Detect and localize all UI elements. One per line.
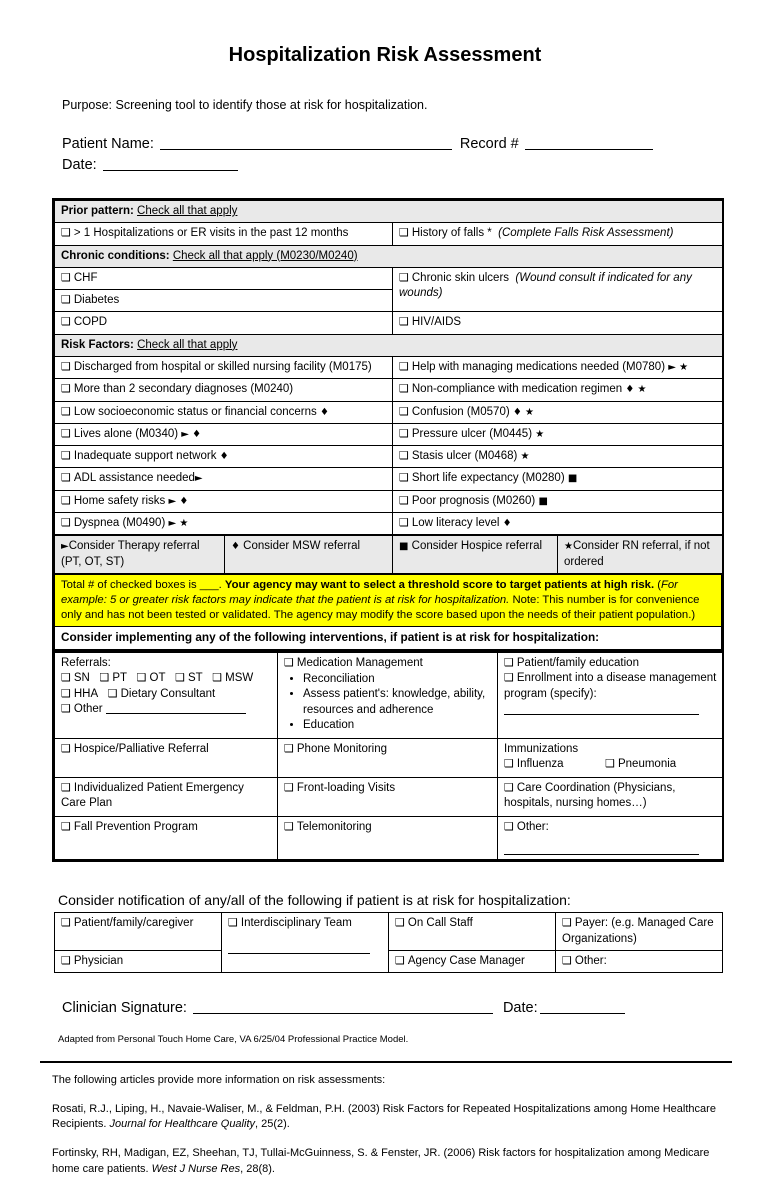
notify-payer[interactable] <box>556 913 723 951</box>
row-label: HIV/AIDS <box>411 316 462 329</box>
page-title: Hospitalization Risk Assessment <box>228 44 542 66</box>
row-label: Confusion (M0570) <box>411 405 510 418</box>
checkbox-icon[interactable]: ❑ <box>61 741 71 755</box>
interdisciplinary-team-input[interactable] <box>228 943 370 954</box>
notify-on-call-staff[interactable] <box>389 913 556 951</box>
checkbox-row-chronic-skin-ulcers[interactable] <box>393 267 723 312</box>
row-note: (Wound consult if indicated for any wounds) <box>399 271 692 300</box>
checkbox-icon[interactable]: ❑ <box>399 471 409 485</box>
legend-therapy-referral <box>55 536 225 574</box>
row-label: Interdisciplinary Team <box>240 917 352 930</box>
checkbox-icon[interactable]: ❑ <box>61 515 71 529</box>
row-label: Fall Prevention Program <box>73 820 198 833</box>
row-label: Phone Monitoring <box>296 742 388 755</box>
referral-msw: MSW <box>225 672 254 685</box>
notify-interdisciplinary-team[interactable] <box>222 913 389 973</box>
checkbox-icon[interactable]: ❑ <box>399 226 409 240</box>
table-row <box>55 490 723 512</box>
checkbox-icon[interactable]: ❑ <box>61 270 71 284</box>
star-icon: ★ <box>564 541 573 553</box>
referral-legend-row <box>55 536 723 574</box>
intervention-other-input[interactable] <box>504 844 699 855</box>
notify-agency-case-manager[interactable] <box>389 950 556 972</box>
medication-management-bullets <box>284 672 492 734</box>
checkbox-row-hospitalizations[interactable] <box>55 223 393 245</box>
checkbox-icon[interactable]: ❑ <box>504 819 514 833</box>
patient-family-education-row[interactable] <box>504 656 717 672</box>
checkbox-row-chf[interactable] <box>55 267 393 289</box>
table-row <box>55 652 723 738</box>
referral-dietary-consultant: Dietary Consultant <box>120 687 216 700</box>
row-label: Help with managing medications needed (M0780) <box>411 361 666 373</box>
notification-table <box>54 912 723 973</box>
adapted-from-note: Adapted from Personal Touch Home Care, VA 6/25/04 Professional Practice Model. <box>58 1034 409 1046</box>
checkbox-row-dyspnea[interactable] <box>55 512 393 534</box>
checkbox-icon[interactable]: ❑ <box>61 426 71 440</box>
interventions-header-row <box>55 626 722 649</box>
row-label: Discharged from hospital or skilled nursing facility (M0175) <box>73 361 372 373</box>
row-label: Chronic skin ulcers <box>411 271 510 284</box>
patient-name-input[interactable] <box>160 135 452 150</box>
referral-st: ST <box>187 672 203 685</box>
enrollment-specify-input[interactable] <box>504 704 699 715</box>
medication-management-cell[interactable] <box>278 652 498 738</box>
section-header-risk-factors <box>55 334 723 356</box>
reference-1 <box>52 1102 732 1133</box>
list-item: • Reconciliation <box>303 672 492 687</box>
checkbox-row-poor-prognosis[interactable] <box>393 490 723 512</box>
row-symbols: ♦ ★ <box>512 406 534 418</box>
triangle-icon: ► <box>61 541 69 553</box>
table-row <box>55 223 723 245</box>
referrals-label: Referrals: <box>61 656 111 669</box>
row-symbols: ■ <box>567 473 578 485</box>
table-row <box>55 738 723 777</box>
row-symbols: ♦ <box>319 406 329 418</box>
notify-patient-family-caregiver[interactable] <box>55 913 222 951</box>
notify-physician[interactable] <box>55 950 222 972</box>
row-label: Patient/family education <box>516 656 639 669</box>
table-row <box>55 950 723 972</box>
row-symbols: ► ♦ <box>168 495 189 507</box>
row-label: Enrollment into a disease management program (specify): <box>504 672 717 700</box>
row-symbols: ♦ ★ <box>625 384 647 396</box>
risk-factors-title: Risk Factors: <box>61 338 134 351</box>
checkbox-icon[interactable]: ❑ <box>212 671 223 685</box>
row-label: Care Coordination (Physicians, hospitals, nursing homes…) <box>504 781 676 810</box>
threshold-note-italic: For example: 5 or greater risk factors may indicate that the patient is at risk for hospitalization. <box>61 578 678 606</box>
reference-2-journal: West J Nurse Res <box>151 1162 241 1175</box>
row-label: Pressure ulcer (M0445) <box>411 427 533 440</box>
row-label: Low literacy level <box>411 516 500 529</box>
row-label: More than 2 secondary diagnoses (M0240) <box>73 383 294 396</box>
telemonitoring-cell[interactable] <box>278 816 498 860</box>
row-symbols: ■ <box>538 495 548 507</box>
checkbox-icon[interactable]: ❑ <box>504 655 514 669</box>
chronic-conditions-header-cell <box>55 245 723 267</box>
row-label: > 1 Hospitalizations or ER visits in the past 12 months <box>73 227 349 240</box>
table-row <box>55 816 723 860</box>
row-label: Hospice/Palliative Referral <box>73 742 209 755</box>
checkbox-icon[interactable]: ❑ <box>61 819 71 833</box>
checkbox-row-inadequate-support[interactable] <box>55 446 393 468</box>
table-row <box>55 379 723 401</box>
checkbox-row-home-safety-risks[interactable] <box>55 490 393 512</box>
checkbox-row-hiv-aids[interactable] <box>393 312 723 334</box>
notify-other[interactable] <box>556 950 723 972</box>
checkbox-icon[interactable]: ❑ <box>399 404 409 418</box>
row-label: Telemonitoring <box>296 820 372 833</box>
signature-date-label: Date: <box>502 1000 538 1017</box>
checkbox-icon[interactable]: ❑ <box>99 671 110 685</box>
checkbox-row-copd[interactable] <box>55 312 393 334</box>
checkbox-icon[interactable]: ❑ <box>562 916 572 930</box>
checkbox-icon[interactable]: ❑ <box>61 780 71 794</box>
row-note: (Complete Falls Risk Assessment) <box>498 227 674 240</box>
checkbox-icon[interactable]: ❑ <box>284 819 294 833</box>
immunization-options <box>504 757 717 773</box>
patient-name-label: Patient Name: <box>62 136 154 152</box>
legend-hospice-referral <box>393 536 558 574</box>
row-label: CHF <box>73 271 98 284</box>
care-coordination-cell[interactable] <box>498 777 723 816</box>
row-label: COPD <box>73 316 108 329</box>
checkbox-icon[interactable]: ❑ <box>504 671 514 685</box>
referral-other-label: Other <box>73 703 103 716</box>
row-symbols: ► <box>194 473 203 485</box>
checkbox-icon[interactable]: ❑ <box>284 655 294 669</box>
checkbox-icon[interactable]: ❑ <box>399 382 409 396</box>
table-row <box>55 401 723 423</box>
checkbox-row-short-life-expectancy[interactable] <box>393 468 723 490</box>
checkbox-icon[interactable]: ❑ <box>399 449 409 463</box>
prior-pattern-header-cell <box>55 201 723 223</box>
row-symbols: ★ <box>535 428 545 440</box>
row-label: Home safety risks <box>73 494 166 507</box>
checkbox-icon[interactable]: ❑ <box>61 916 71 930</box>
checkbox-icon[interactable]: ❑ <box>61 315 71 329</box>
checkbox-icon[interactable]: ❑ <box>395 953 405 967</box>
referral-other-input[interactable] <box>106 702 246 714</box>
chronic-conditions-title: Chronic conditions: <box>61 249 170 262</box>
row-symbols: ★ <box>520 451 530 463</box>
row-label: History of falls * <box>411 227 492 240</box>
prior-pattern-instruction: Check all that apply <box>137 205 238 218</box>
signature-row <box>62 999 770 1016</box>
chronic-conditions-instruction: Check all that apply (M0230/M0240) <box>172 249 358 262</box>
phone-monitoring-cell[interactable] <box>278 738 498 777</box>
checkbox-icon[interactable]: ❑ <box>61 226 71 240</box>
row-label: Front-loading Visits <box>296 781 396 794</box>
clinician-signature-input[interactable] <box>193 999 493 1014</box>
notification-header: Consider notification of any/all of the following if patient is at risk for hospitalization: <box>58 892 571 909</box>
checkbox-icon[interactable]: ❑ <box>399 360 409 373</box>
checkbox-icon[interactable]: ❑ <box>504 757 514 771</box>
checkbox-icon[interactable]: ❑ <box>136 671 147 685</box>
document-page <box>0 44 770 1175</box>
checkbox-row-history-of-falls[interactable] <box>393 223 723 245</box>
row-label: Stasis ulcer (M0468) <box>411 450 518 463</box>
row-label: Dyspnea (M0490) <box>73 516 166 529</box>
reference-1-volume: , 25(2). <box>255 1118 290 1131</box>
risk-assessment-table <box>54 200 723 535</box>
checkbox-icon[interactable]: ❑ <box>284 741 294 755</box>
referrals-cell[interactable] <box>55 652 278 738</box>
table-row <box>55 512 723 534</box>
date-row <box>62 155 770 176</box>
purpose-statement: Purpose: Screening tool to identify those at risk for hospitalization. <box>62 98 428 112</box>
checkbox-icon[interactable]: ❑ <box>504 780 514 794</box>
row-label: Physician <box>73 954 124 967</box>
row-label: Other: <box>516 820 549 833</box>
row-label: On Call Staff <box>407 917 473 930</box>
checkbox-icon[interactable]: ❑ <box>399 426 409 440</box>
row-label: Short life expectancy (M0280) <box>411 472 565 485</box>
checkbox-icon[interactable]: ❑ <box>61 493 71 507</box>
table-row <box>55 357 723 379</box>
checkbox-icon[interactable]: ❑ <box>399 315 409 329</box>
date-label: Date: <box>62 157 97 174</box>
checkbox-icon[interactable]: ❑ <box>228 916 238 930</box>
row-label: Patient/family/caregiver <box>73 917 194 930</box>
checkbox-row-help-managing-medications[interactable] <box>393 357 723 379</box>
immunization-influenza: Influenza <box>516 758 564 771</box>
reference-1-text: Rosati, R.J., Liping, H., Navaie-Waliser, M., & Feldman, P.H. (2003) Risk Factors for Repeated Hospitalizations among Home Healthcare Recipients. <box>52 1102 716 1131</box>
risk-assessment-table-container <box>52 198 724 652</box>
checkbox-icon[interactable]: ❑ <box>61 382 71 396</box>
education-enrollment-cell[interactable] <box>498 652 723 738</box>
row-symbols: ► ★ <box>668 362 689 373</box>
record-number-label: Record # <box>459 136 519 152</box>
checkbox-icon[interactable]: ❑ <box>61 449 71 463</box>
threshold-note-paren: ( <box>654 578 661 591</box>
intervention-other-cell[interactable] <box>498 816 723 860</box>
table-row <box>55 468 723 490</box>
row-label: Other: <box>574 954 607 967</box>
referral-pt: PT <box>112 672 128 685</box>
row-label: Agency Case Manager <box>407 954 525 967</box>
section-header-prior-pattern <box>55 201 723 223</box>
row-label: Payer: (e.g. Managed Care Organizations) <box>562 917 714 945</box>
risk-factors-header-cell <box>55 334 723 356</box>
table-row <box>55 423 723 445</box>
patient-identity-block <box>62 134 770 176</box>
checkbox-icon[interactable]: ❑ <box>107 686 118 700</box>
references-intro: The following articles provide more information on risk assessments: <box>52 1074 386 1087</box>
threshold-note-row <box>55 574 722 626</box>
clinician-signature-label: Clinician Signature: <box>62 1000 187 1017</box>
legend-label: Consider RN referral, if not ordered <box>564 540 710 568</box>
threshold-note-part2: Note: This number is for convenience only and has not been tested or validated. The agency may modify the score based upon the needs of their patient population.) <box>61 593 700 621</box>
row-symbols: ► ♦ <box>181 428 202 440</box>
list-item: • Education <box>303 718 492 733</box>
interventions-header-cell: Consider implementing any of the following interventions, if patient is at risk for hospitalization: <box>55 626 722 649</box>
row-label: ADL assistance needed <box>73 472 195 485</box>
references-block <box>52 1073 732 1177</box>
table-row <box>55 267 723 289</box>
checkbox-row-secondary-diagnoses[interactable] <box>55 379 393 401</box>
front-loading-visits-cell[interactable] <box>278 777 498 816</box>
enrollment-row[interactable] <box>504 671 717 702</box>
legend-rn-referral <box>558 536 723 574</box>
reference-2 <box>52 1146 732 1177</box>
hospice-palliative-referral-cell[interactable] <box>55 738 278 777</box>
referral-discipline-row-2 <box>61 687 272 703</box>
row-label: Non-compliance with medication regimen <box>411 383 623 396</box>
table-row <box>55 913 723 951</box>
checkbox-icon[interactable]: ❑ <box>61 686 71 700</box>
checkbox-row-confusion[interactable] <box>393 401 723 423</box>
footer-divider <box>40 1061 732 1063</box>
reference-1-journal: Journal for Healthcare Quality <box>109 1118 255 1131</box>
checkbox-icon[interactable]: ❑ <box>61 471 71 485</box>
row-label: Inadequate support network <box>73 450 217 463</box>
checkbox-icon[interactable]: ❑ <box>399 270 409 284</box>
referral-sn: SN <box>73 672 90 685</box>
signature-date-input[interactable] <box>540 999 625 1014</box>
square-icon: ■ <box>399 541 409 553</box>
referral-legend-table <box>54 535 723 574</box>
table-row <box>55 777 723 816</box>
fall-prevention-cell[interactable] <box>55 816 278 860</box>
medication-management-label: Medication Management <box>296 656 423 669</box>
row-symbols: ► ★ <box>168 517 189 529</box>
row-symbols: ♦ <box>502 517 512 529</box>
checkbox-row-stasis-ulcer[interactable] <box>393 446 723 468</box>
checkbox-icon[interactable]: ❑ <box>61 360 71 373</box>
legend-label: Consider Therapy referral (PT, OT, ST) <box>61 540 200 568</box>
checkbox-row-discharged[interactable] <box>55 357 393 379</box>
reference-2-text: Fortinsky, RH, Madigan, EZ, Sheehan, TJ, Tullai-McGuinness, S. & Fenster, JR. (2006) Risk factors for hospitalization among Medicare home care patients. <box>52 1146 710 1175</box>
referral-discipline-row-1 <box>61 671 272 687</box>
interventions-table <box>54 652 723 861</box>
immunizations-cell[interactable] <box>498 738 723 777</box>
row-symbols: ♦ <box>219 451 229 463</box>
checkbox-icon[interactable]: ❑ <box>399 515 409 529</box>
checkbox-icon[interactable]: ❑ <box>61 671 71 685</box>
section-header-chronic-conditions <box>55 245 723 267</box>
checkbox-icon[interactable]: ❑ <box>284 780 294 794</box>
list-item: • Assess patient's: knowledge, ability, resources and adherence <box>303 687 492 718</box>
checkbox-icon[interactable]: ❑ <box>562 953 572 967</box>
prior-pattern-title: Prior pattern: <box>61 205 134 218</box>
checkbox-icon[interactable]: ❑ <box>399 493 409 507</box>
row-label: Diabetes <box>73 294 120 307</box>
checkbox-icon[interactable]: ❑ <box>61 293 71 307</box>
checkbox-row-diabetes[interactable] <box>55 290 393 312</box>
date-input[interactable] <box>103 156 238 171</box>
row-label: Low socioeconomic status or financial concerns <box>73 405 317 418</box>
threshold-note-cell <box>55 574 722 626</box>
checkbox-row-non-compliance[interactable] <box>393 379 723 401</box>
emergency-care-plan-cell[interactable] <box>55 777 278 816</box>
reference-2-volume: , 28(8). <box>240 1162 275 1175</box>
checkbox-icon[interactable]: ❑ <box>61 404 71 418</box>
threshold-note-bold: Your agency may want to select a threshold score to target patients at high risk. <box>224 578 655 591</box>
legend-msw-referral <box>225 536 393 574</box>
immunization-pneumonia: Pneumonia <box>617 758 677 771</box>
legend-label: Consider MSW referral <box>243 540 361 553</box>
threshold-note-part1: Total # of checked boxes is ___. <box>61 578 225 591</box>
referral-ot: OT <box>149 672 166 685</box>
row-label: Individualized Patient Emergency Care Plan <box>61 781 244 810</box>
checkbox-icon[interactable]: ❑ <box>395 916 405 930</box>
row-label: Poor prognosis (M0260) <box>411 494 536 507</box>
checkbox-icon[interactable]: ❑ <box>61 953 71 967</box>
checkbox-icon[interactable]: ❑ <box>605 757 615 771</box>
threshold-note-table <box>54 574 722 650</box>
record-number-input[interactable] <box>525 135 653 150</box>
risk-factors-instruction: Check all that apply <box>137 338 238 351</box>
table-row <box>55 446 723 468</box>
interventions-table-container <box>52 652 724 863</box>
checkbox-icon[interactable]: ❑ <box>61 702 71 716</box>
legend-label: Consider Hospice referral <box>411 540 543 553</box>
checkbox-row-lives-alone[interactable] <box>55 423 393 445</box>
immunizations-label: Immunizations <box>504 742 579 755</box>
patient-name-row <box>62 134 770 155</box>
referral-hha: HHA <box>73 687 99 700</box>
row-label: Lives alone (M0340) <box>73 427 179 440</box>
checkbox-row-low-literacy[interactable] <box>393 512 723 534</box>
diamond-icon: ♦ <box>231 541 240 553</box>
referral-other-row <box>61 702 272 718</box>
checkbox-icon[interactable]: ❑ <box>175 671 185 685</box>
checkbox-row-pressure-ulcer[interactable] <box>393 423 723 445</box>
table-row <box>55 312 723 334</box>
checkbox-row-adl-assistance[interactable] <box>55 468 393 490</box>
checkbox-row-low-socioeconomic[interactable] <box>55 401 393 423</box>
